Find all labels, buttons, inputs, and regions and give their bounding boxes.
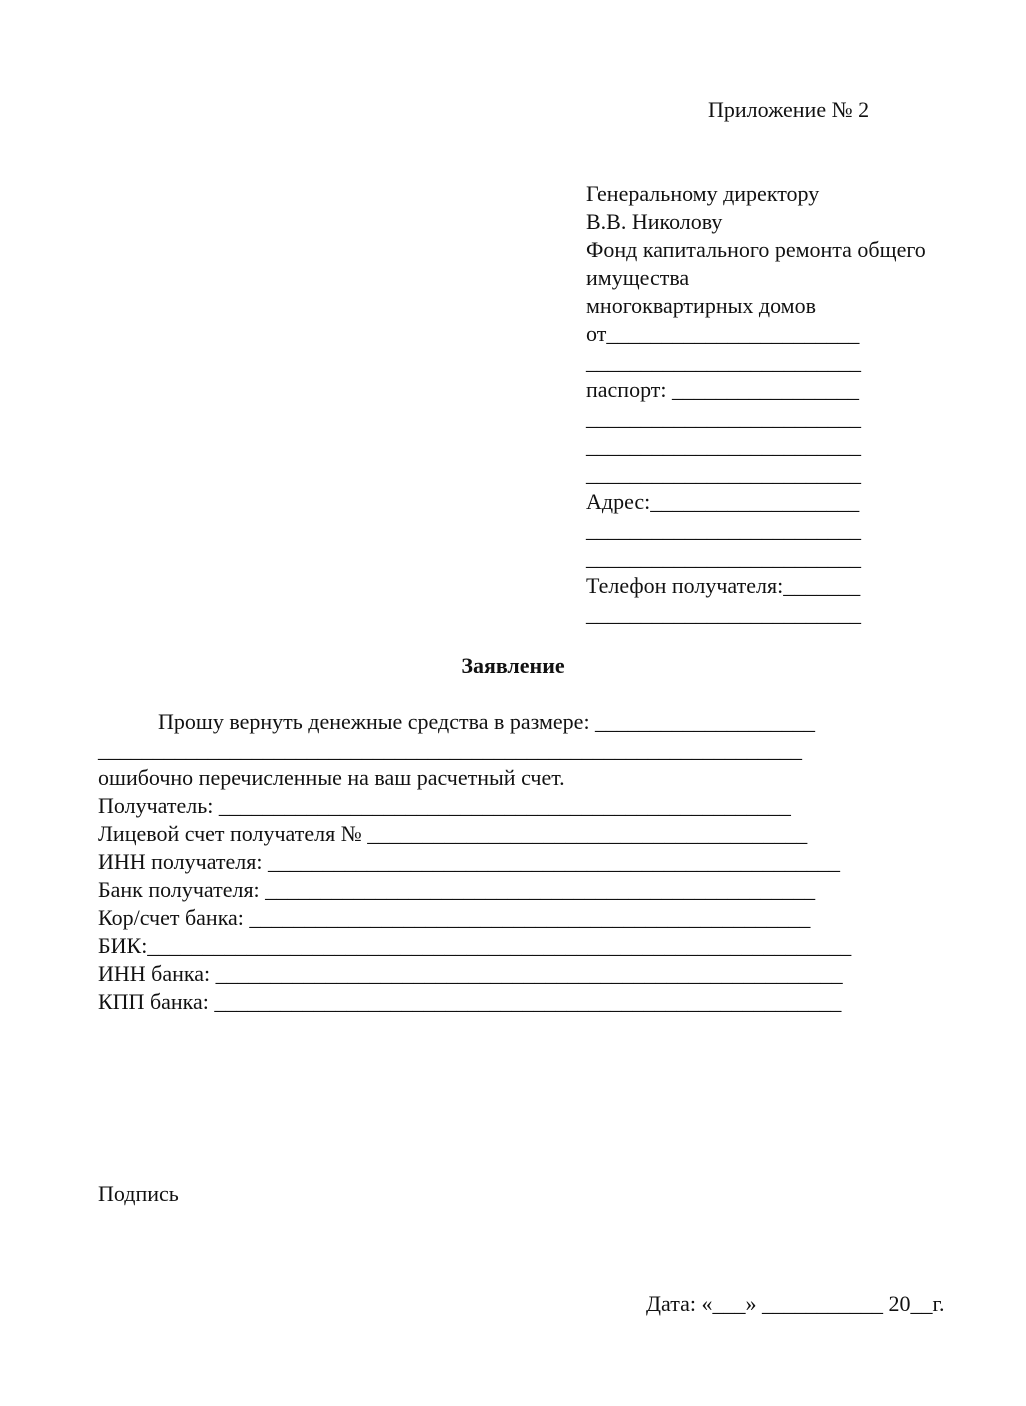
corr-account-field: Кор/счет банка: ___________________________________________________ xyxy=(98,905,811,930)
addressee-line: Генеральному директору xyxy=(586,181,820,206)
blank-line: _________________________ xyxy=(586,545,861,570)
signature-label: Подпись xyxy=(98,1181,179,1206)
recipient-field: Получатель: ____________________________________________________ xyxy=(98,793,791,818)
statement-body xyxy=(98,708,898,1016)
blank-line: _________________________ xyxy=(586,601,861,626)
account-number-field: Лицевой счет получателя № ________________________________________ xyxy=(98,821,808,846)
date-field: Дата: «___» ___________ 20__г. xyxy=(646,1291,945,1316)
addressee-line: В.В. Николову xyxy=(586,209,723,234)
appendix-number: Приложение № 2 xyxy=(708,97,870,122)
statement-text: ошибочно перечисленные на ваш расчетный счет. xyxy=(98,765,565,790)
addressee-block xyxy=(586,180,966,628)
recipient-bank-field: Банк получателя: __________________________________________________ xyxy=(98,877,816,902)
bank-inn-field: ИНН банка: _________________________________________________________ xyxy=(98,961,843,986)
blank-line: _________________________ xyxy=(586,461,861,486)
addressee-line: Фонд капитального ремонта общего xyxy=(586,237,926,262)
blank-line: _________________________ xyxy=(586,349,861,374)
blank-line: _________________________ xyxy=(586,405,861,430)
bik-field: БИК:________________________________________________________________ xyxy=(98,933,852,958)
addressee-line: многоквартирных домов xyxy=(586,293,816,318)
from-field: от_______________________ xyxy=(586,321,860,346)
bank-kpp-field: КПП банка: _________________________________________________________ xyxy=(98,989,842,1014)
document-title: Заявление xyxy=(461,653,565,678)
blank-line: ________________________________________________________________ xyxy=(98,737,802,762)
blank-line: _________________________ xyxy=(586,517,861,542)
addressee-line: имущества xyxy=(586,265,690,290)
recipient-inn-field: ИНН получателя: ____________________________________________________ xyxy=(98,849,840,874)
passport-field: паспорт: _________________ xyxy=(586,377,860,402)
blank-line: _________________________ xyxy=(586,433,861,458)
phone-field: Телефон получателя:_______ xyxy=(586,573,861,598)
address-field: Адрес:___________________ xyxy=(586,489,860,514)
refund-amount-line: Прошу вернуть денежные средства в размере: ____________________ xyxy=(158,709,816,734)
